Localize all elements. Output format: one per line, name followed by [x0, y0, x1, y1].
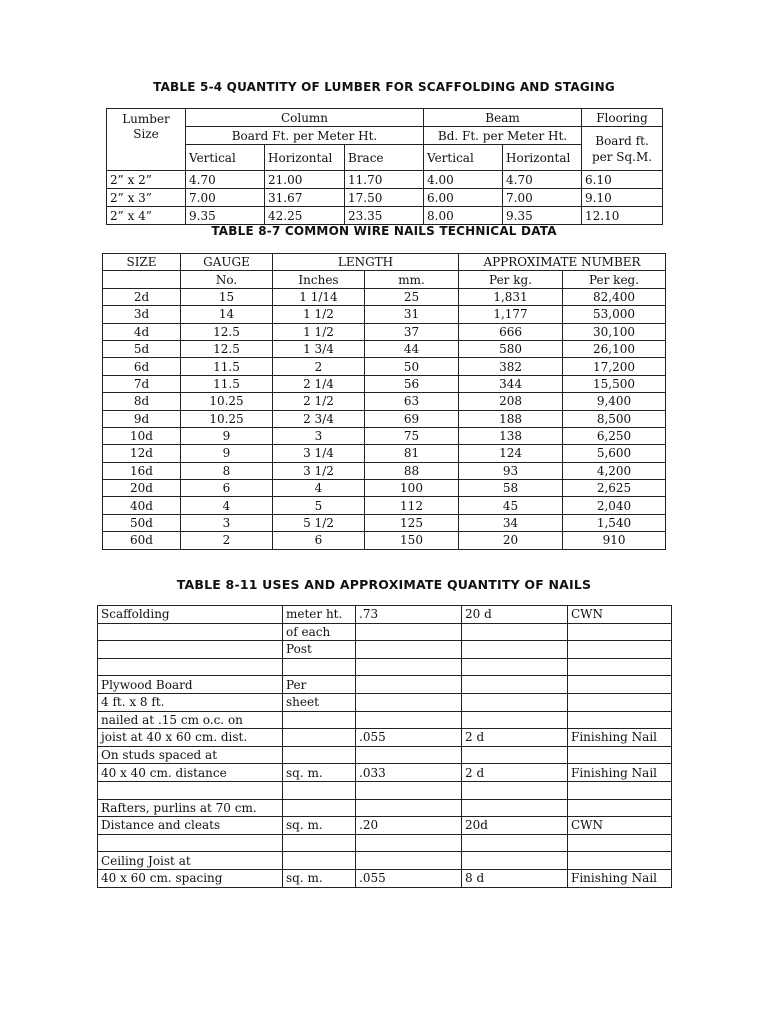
- table-cell: [568, 676, 672, 694]
- table-row: [103, 393, 666, 410]
- table-cell: 56: [365, 375, 459, 392]
- table-cell: [356, 799, 462, 817]
- table-cell: 37: [365, 323, 459, 340]
- table-row: [98, 834, 672, 852]
- table-cell: 50: [365, 358, 459, 375]
- table-cell: 3d: [103, 306, 181, 323]
- table-cell: [568, 641, 672, 659]
- table-cell: 31: [365, 306, 459, 323]
- table-cell: 2” x 2”: [107, 171, 186, 189]
- size-header: SIZE: [103, 254, 181, 271]
- table-cell: [462, 658, 568, 676]
- table-cell: 30,100: [563, 323, 666, 340]
- table-cell: 15: [181, 288, 273, 305]
- table-cell: 2” x 4”: [107, 207, 186, 225]
- table-cell: Finishing Nail: [568, 764, 672, 782]
- table-cell: 5d: [103, 340, 181, 357]
- table-cell: 112: [365, 497, 459, 514]
- table-cell: 4: [181, 497, 273, 514]
- table-cell: 1,831: [459, 288, 563, 305]
- table-cell: 2: [273, 358, 365, 375]
- table-cell: 9.35: [503, 207, 582, 225]
- table-cell: [462, 711, 568, 729]
- table-cell: [98, 834, 283, 852]
- table-cell: 2 d: [462, 764, 568, 782]
- table-row: [103, 480, 666, 497]
- table-cell: 3 1/2: [273, 462, 365, 479]
- table-cell: 26,100: [563, 340, 666, 357]
- table-cell: 2 d: [462, 729, 568, 747]
- table-cell: of each: [283, 623, 356, 641]
- table-cell: Post: [283, 641, 356, 659]
- beam-vertical-header: Vertical: [424, 145, 503, 171]
- table-cell: nailed at .15 cm o.c. on: [98, 711, 283, 729]
- table-cell: [98, 623, 283, 641]
- table-cell: 344: [459, 375, 563, 392]
- table-cell: 93: [459, 462, 563, 479]
- table-cell: [283, 658, 356, 676]
- table-cell: 9.10: [582, 189, 663, 207]
- table-cell: 910: [563, 532, 666, 549]
- table-cell: 8,500: [563, 410, 666, 427]
- table-cell: [568, 746, 672, 764]
- table-cell: 17.50: [345, 189, 424, 207]
- table-cell: 45: [459, 497, 563, 514]
- length-header: LENGTH: [273, 254, 459, 271]
- table-cell: 2d: [103, 288, 181, 305]
- table-cell: 382: [459, 358, 563, 375]
- table-cell: [283, 799, 356, 817]
- table-row: [98, 764, 672, 782]
- no-header: No.: [181, 271, 273, 288]
- table-cell: [283, 729, 356, 747]
- table-row: [103, 340, 666, 357]
- table-cell: 6.10: [582, 171, 663, 189]
- column-vertical-header: Vertical: [186, 145, 265, 171]
- table-cell: [356, 852, 462, 870]
- table-row: [103, 462, 666, 479]
- table-cell: [568, 693, 672, 711]
- table-cell: 23.35: [345, 207, 424, 225]
- table-cell: 11.5: [181, 358, 273, 375]
- beam-horizontal-header: Horizontal: [503, 145, 582, 171]
- table-cell: 2” x 3”: [107, 189, 186, 207]
- table-cell: 4.70: [186, 171, 265, 189]
- table-cell: [568, 781, 672, 799]
- flooring-sub-2: per Sq.M.: [591, 149, 653, 164]
- table-row: [98, 693, 672, 711]
- table-cell: 50d: [103, 514, 181, 531]
- table-cell: 25: [365, 288, 459, 305]
- table-cell: 2 1/2: [273, 393, 365, 410]
- lumber-size-header: [107, 109, 186, 171]
- table-cell: 10.25: [181, 410, 273, 427]
- table-row: [98, 781, 672, 799]
- table-cell: 40 x 60 cm. spacing: [98, 869, 283, 887]
- table-cell: [462, 852, 568, 870]
- approx-number-header: APPROXIMATE NUMBER: [459, 254, 666, 271]
- table-cell: 9d: [103, 410, 181, 427]
- table-cell: meter ht.: [283, 606, 356, 624]
- table-cell: 8d: [103, 393, 181, 410]
- table-cell: 1 1/14: [273, 288, 365, 305]
- table-row: [103, 358, 666, 375]
- table-cell: [356, 641, 462, 659]
- table-cell: 2 1/4: [273, 375, 365, 392]
- table-cell: .055: [356, 869, 462, 887]
- table-cell: 63: [365, 393, 459, 410]
- beam-subheader: Bd. Ft. per Meter Ht.: [424, 127, 582, 145]
- table-cell: [568, 799, 672, 817]
- table-cell: CWN: [568, 606, 672, 624]
- table-cell: 14: [181, 306, 273, 323]
- table-cell: [462, 834, 568, 852]
- column-horizontal-header: Horizontal: [265, 145, 345, 171]
- table-cell: [568, 834, 672, 852]
- table-cell: 20 d: [462, 606, 568, 624]
- table-cell: 53,000: [563, 306, 666, 323]
- table-cell: 12.5: [181, 323, 273, 340]
- table-row: [103, 410, 666, 427]
- blank-subheader: [103, 271, 181, 288]
- table-cell: Rafters, purlins at 70 cm.: [98, 799, 283, 817]
- table-row: [103, 532, 666, 549]
- table-row: [98, 799, 672, 817]
- table-row: [107, 171, 663, 189]
- table-cell: [356, 676, 462, 694]
- table-row: [103, 497, 666, 514]
- table-cell: 75: [365, 427, 459, 444]
- table-cell: [356, 834, 462, 852]
- column-header: Column: [186, 109, 424, 127]
- table-cell: 2: [181, 532, 273, 549]
- column-brace-header: Brace: [345, 145, 424, 171]
- table-cell: Plywood Board: [98, 676, 283, 694]
- table-cell: Finishing Nail: [568, 729, 672, 747]
- table-cell: [568, 623, 672, 641]
- lumber-label: Lumber: [122, 112, 170, 126]
- table-row: [98, 623, 672, 641]
- table-cell: 58: [459, 480, 563, 497]
- table1-title: TABLE 5-4 QUANTITY OF LUMBER FOR SCAFFOLDING AND STAGING: [153, 80, 615, 94]
- table-cell: 6: [181, 480, 273, 497]
- table2-title: TABLE 8-7 COMMON WIRE NAILS TECHNICAL DATA: [211, 224, 557, 238]
- table-cell: [462, 746, 568, 764]
- table-cell: 7.00: [186, 189, 265, 207]
- table-cell: [283, 834, 356, 852]
- table-cell: 40 x 40 cm. distance: [98, 764, 283, 782]
- flooring-subheader: [582, 127, 663, 171]
- table-cell: [356, 623, 462, 641]
- table-cell: .033: [356, 764, 462, 782]
- inches-header: Inches: [273, 271, 365, 288]
- table-cell: 21.00: [265, 171, 345, 189]
- flooring-sub-1: Board ft.: [595, 133, 649, 148]
- table-row: [98, 676, 672, 694]
- mm-header: mm.: [365, 271, 459, 288]
- size-label: Size: [133, 127, 159, 141]
- table-cell: .055: [356, 729, 462, 747]
- table-cell: 188: [459, 410, 563, 427]
- table-cell: 7.00: [503, 189, 582, 207]
- table-row: [98, 711, 672, 729]
- table-cell: 8: [181, 462, 273, 479]
- table-cell: CWN: [568, 817, 672, 835]
- table-cell: 1,540: [563, 514, 666, 531]
- table-row: [98, 817, 672, 835]
- per-kg-header: Per kg.: [459, 271, 563, 288]
- table-cell: 82,400: [563, 288, 666, 305]
- table-cell: 2 3/4: [273, 410, 365, 427]
- table-cell: 60d: [103, 532, 181, 549]
- table-cell: 6: [273, 532, 365, 549]
- table-cell: 8 d: [462, 869, 568, 887]
- table-cell: 9: [181, 445, 273, 462]
- table-cell: [283, 781, 356, 799]
- table-cell: 1 1/2: [273, 323, 365, 340]
- table-row: [98, 852, 672, 870]
- table-cell: 580: [459, 340, 563, 357]
- table-row: [103, 375, 666, 392]
- table-cell: 9,400: [563, 393, 666, 410]
- table-cell: 17,200: [563, 358, 666, 375]
- nail-uses-table: [97, 605, 672, 888]
- table-cell: 15,500: [563, 375, 666, 392]
- table-row: [103, 427, 666, 444]
- table-cell: 666: [459, 323, 563, 340]
- table-row: [103, 306, 666, 323]
- table-cell: 4,200: [563, 462, 666, 479]
- table-row: [98, 869, 672, 887]
- table-row: [98, 641, 672, 659]
- table-row: [107, 207, 663, 225]
- table-cell: 20: [459, 532, 563, 549]
- table-row: [98, 658, 672, 676]
- table-cell: 11.70: [345, 171, 424, 189]
- table-cell: [283, 711, 356, 729]
- table-cell: 3: [273, 427, 365, 444]
- table-cell: 6.00: [424, 189, 503, 207]
- table-cell: 11.5: [181, 375, 273, 392]
- table-cell: 5,600: [563, 445, 666, 462]
- table-cell: 4.70: [503, 171, 582, 189]
- table-cell: 9.35: [186, 207, 265, 225]
- table-cell: 9: [181, 427, 273, 444]
- table-cell: 20d: [103, 480, 181, 497]
- table-row: [98, 746, 672, 764]
- table-row: [103, 288, 666, 305]
- table-cell: 4 ft. x 8 ft.: [98, 693, 283, 711]
- table-cell: [356, 746, 462, 764]
- table-cell: 12.10: [582, 207, 663, 225]
- table-cell: sq. m.: [283, 764, 356, 782]
- table-cell: [356, 693, 462, 711]
- table-cell: 10d: [103, 427, 181, 444]
- table-row: [107, 189, 663, 207]
- table-cell: sq. m.: [283, 817, 356, 835]
- table-cell: [283, 852, 356, 870]
- table-cell: 4: [273, 480, 365, 497]
- table-cell: 88: [365, 462, 459, 479]
- table-row: [98, 729, 672, 747]
- table-row: [98, 606, 672, 624]
- table-cell: 4d: [103, 323, 181, 340]
- table-cell: [283, 746, 356, 764]
- table-cell: Per: [283, 676, 356, 694]
- gauge-header: GAUGE: [181, 254, 273, 271]
- table-cell: 81: [365, 445, 459, 462]
- table-cell: 31.67: [265, 189, 345, 207]
- table-cell: 100: [365, 480, 459, 497]
- table3-title: TABLE 8-11 USES AND APPROXIMATE QUANTITY OF NAILS: [176, 577, 592, 592]
- table-cell: [356, 658, 462, 676]
- column-subheader: Board Ft. per Meter Ht.: [186, 127, 424, 145]
- table-cell: 1 1/2: [273, 306, 365, 323]
- table-cell: 150: [365, 532, 459, 549]
- table-cell: 4.00: [424, 171, 503, 189]
- table-cell: [98, 781, 283, 799]
- table-cell: 6d: [103, 358, 181, 375]
- table-cell: [462, 799, 568, 817]
- table-cell: 69: [365, 410, 459, 427]
- table-row: [103, 323, 666, 340]
- table-cell: [462, 623, 568, 641]
- table-cell: [462, 641, 568, 659]
- table-cell: 124: [459, 445, 563, 462]
- table-cell: 40d: [103, 497, 181, 514]
- table-cell: .73: [356, 606, 462, 624]
- table-cell: Scaffolding: [98, 606, 283, 624]
- table-cell: 20d: [462, 817, 568, 835]
- beam-header: Beam: [424, 109, 582, 127]
- table-cell: 2,040: [563, 497, 666, 514]
- table-cell: 125: [365, 514, 459, 531]
- table-cell: Finishing Nail: [568, 869, 672, 887]
- table-cell: 10.25: [181, 393, 273, 410]
- table-cell: [462, 676, 568, 694]
- table-cell: 3: [181, 514, 273, 531]
- table-cell: 12.5: [181, 340, 273, 357]
- table-cell: 44: [365, 340, 459, 357]
- table-cell: sq. m.: [283, 869, 356, 887]
- nails-table: [102, 253, 666, 550]
- table-cell: 7d: [103, 375, 181, 392]
- table-cell: [356, 711, 462, 729]
- table-cell: 42.25: [265, 207, 345, 225]
- table-cell: Ceiling Joist at: [98, 852, 283, 870]
- table-cell: joist at 40 x 60 cm. dist.: [98, 729, 283, 747]
- table-cell: 16d: [103, 462, 181, 479]
- table-cell: On studs spaced at: [98, 746, 283, 764]
- table-row: [103, 514, 666, 531]
- table-cell: 5 1/2: [273, 514, 365, 531]
- lumber-table: [106, 108, 663, 225]
- table-cell: 138: [459, 427, 563, 444]
- table-cell: 1 3/4: [273, 340, 365, 357]
- table-cell: 1,177: [459, 306, 563, 323]
- table-cell: .20: [356, 817, 462, 835]
- table-cell: [568, 852, 672, 870]
- table-cell: [356, 781, 462, 799]
- table-cell: 12d: [103, 445, 181, 462]
- table-cell: 5: [273, 497, 365, 514]
- table-cell: [462, 693, 568, 711]
- table-cell: 8.00: [424, 207, 503, 225]
- table-cell: 3 1/4: [273, 445, 365, 462]
- table-cell: [98, 641, 283, 659]
- table-cell: [568, 658, 672, 676]
- table-cell: Distance and cleats: [98, 817, 283, 835]
- table-cell: 34: [459, 514, 563, 531]
- table-cell: 208: [459, 393, 563, 410]
- table-row: [103, 445, 666, 462]
- table-cell: [462, 781, 568, 799]
- flooring-header: Flooring: [582, 109, 663, 127]
- per-keg-header: Per keg.: [563, 271, 666, 288]
- table-cell: [568, 711, 672, 729]
- table-cell: 6,250: [563, 427, 666, 444]
- table-cell: 2,625: [563, 480, 666, 497]
- table-cell: [98, 658, 283, 676]
- table-cell: sheet: [283, 693, 356, 711]
